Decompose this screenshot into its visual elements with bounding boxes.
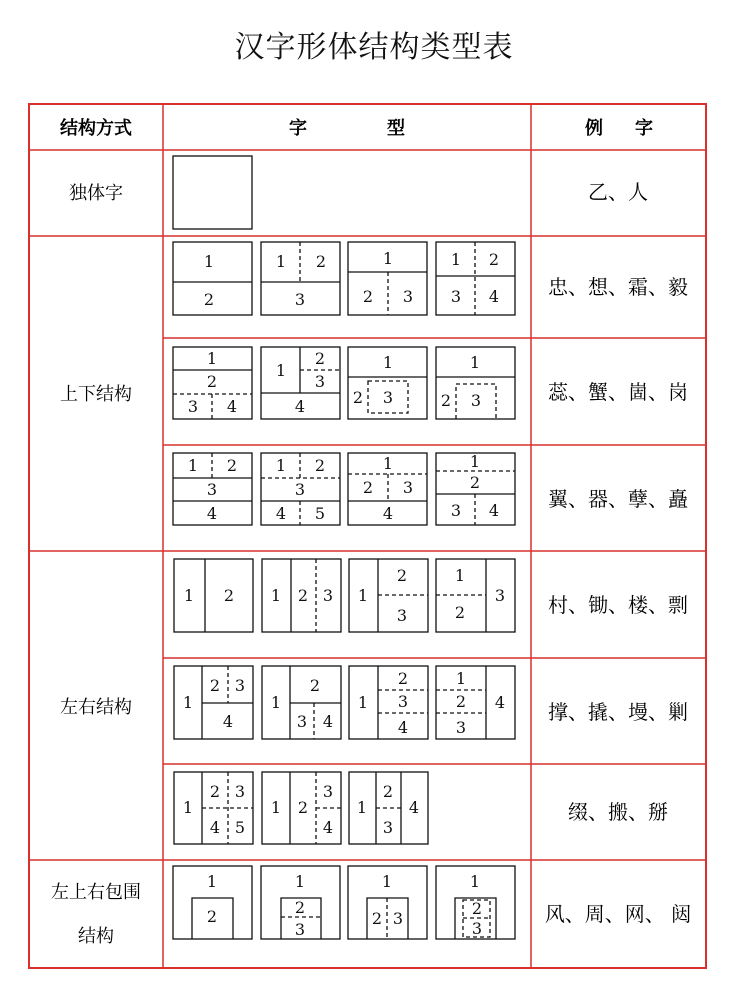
diagram-numeral: 5 [234,818,246,837]
diagram-numeral: 2 [294,898,306,917]
example-row-7: 风、周、网、 闼 [544,902,692,926]
header-shape-char2: 型 [387,118,405,139]
diagram-r1-4 [436,242,515,315]
diagram-numeral: 3 [187,397,199,416]
diagram-numeral: 2 [203,290,215,309]
diagram-numeral: 3 [314,372,326,391]
diagram-numeral: 2 [309,676,321,695]
diagram-numeral: 4 [408,798,420,817]
diagram-numeral: 2 [488,250,500,269]
header-shape-char1: 字 [289,118,307,139]
diagram-numeral: 4 [294,397,306,416]
diagram-numeral: 2 [471,899,483,918]
diagram-numeral: 2 [297,798,309,817]
category-left-right: 左右结构 [60,697,132,718]
example-row-3: 翼、器、孽、矗 [548,487,688,511]
diagram-numeral: 1 [182,693,194,712]
diagram-numeral: 4 [322,712,334,731]
diagram-numeral: 4 [322,818,334,837]
diagram-numeral: 2 [382,782,394,801]
example-row-4: 村、锄、楼、剽 [548,593,688,617]
diagram-numeral: 1 [450,250,462,269]
diagram-numeral: 1 [357,693,369,712]
diagram-numeral: 4 [209,818,221,837]
category-enclosure: 左上右包围 [51,882,141,903]
diagram-numeral: 1 [469,353,481,372]
category-enclosure-line2: 结构 [78,926,114,947]
diagram-numeral: 2 [297,586,309,605]
diagram-numeral: 1 [382,249,394,268]
diagram-numeral: 1 [182,798,194,817]
example-row-6: 缀、搬、掰 [568,800,668,824]
diagram-numeral: 3 [294,480,306,499]
diagram-single [173,156,252,229]
diagram-numeral: 3 [234,676,246,695]
diagram-numeral: 4 [382,504,394,523]
diagram-numeral: 1 [455,669,467,688]
diagram-numeral: 3 [470,391,482,410]
diagram-numeral: 2 [209,782,221,801]
diagram-numeral: 3 [455,718,467,737]
page-title: 汉字形体结构类型表 [234,30,514,65]
diagram-numeral: 3 [471,919,483,938]
diagram-numeral: 1 [294,872,306,891]
diagram-numeral: 1 [469,872,481,891]
diagram-numeral: 3 [402,478,414,497]
example-row-1: 忠、想、霜、毅 [548,275,688,299]
diagram-numeral: 1 [187,456,199,475]
diagram-numeral: 2 [440,391,452,410]
category-top-bottom: 上下结构 [60,384,132,405]
diagram-numeral: 2 [397,669,409,688]
diagram-numeral: 2 [223,586,235,605]
diagram-numeral: 1 [356,798,368,817]
category-single: 独体字 [69,183,123,204]
diagram-numeral: 3 [322,586,334,605]
diagram-numeral: 2 [362,478,374,497]
diagram-numeral: 2 [226,456,238,475]
diagram-numeral: 4 [397,718,409,737]
diagram-numeral: 1 [275,456,287,475]
diagram-numeral: 2 [206,907,218,926]
diagram-numeral: 3 [206,480,218,499]
diagram-numeral: 1 [382,353,394,372]
diagram-numeral: 2 [371,909,383,928]
diagram-numeral: 2 [362,287,374,306]
diagram-numeral: 1 [275,361,287,380]
diagram-numeral: 2 [469,473,481,492]
diagram-numeral: 3 [382,818,394,837]
diagram-numeral: 1 [454,566,466,585]
diagram-numeral: 1 [206,349,218,368]
diagram-numeral: 4 [275,504,287,523]
diagram-numeral: 2 [314,456,326,475]
diagram-numeral: 3 [450,501,462,520]
diagram-numeral: 1 [270,586,282,605]
diagram-numeral: 2 [206,372,218,391]
diagram-numeral: 5 [314,504,326,523]
diagram-numeral: 4 [222,712,234,731]
diagram-numeral: 3 [396,606,408,625]
diagram-numeral: 3 [322,782,334,801]
diagram-numeral: 2 [396,566,408,585]
header-method: 结构方式 [60,118,132,139]
diagram-numeral: 3 [494,586,506,605]
diagram-numeral: 1 [275,252,287,271]
example-row-0: 乙、人 [588,180,648,204]
diagram-numeral: 2 [352,388,364,407]
diagram-numeral: 1 [203,252,215,271]
diagram-numeral: 1 [382,454,394,473]
diagram-numeral: 1 [206,872,218,891]
diagram-numeral: 2 [454,603,466,622]
diagram-numeral: 3 [234,782,246,801]
diagram-numeral: 1 [357,586,369,605]
diagram-numeral: 1 [381,872,393,891]
diagram-numeral: 4 [494,693,506,712]
table-grid [29,104,706,968]
diagram-numeral: 4 [226,397,238,416]
diagram-numeral: 1 [270,798,282,817]
diagram-numeral: 3 [296,712,308,731]
diagram-numeral: 1 [469,452,481,471]
diagram-numeral: 1 [183,586,195,605]
diagram-numeral: 3 [382,388,394,407]
diagram-numeral: 2 [315,252,327,271]
header-example-char1: 例 [585,118,603,139]
diagram-numeral: 4 [488,287,500,306]
diagram-numeral: 4 [206,504,218,523]
diagram-numeral: 2 [209,676,221,695]
diagram-numeral: 3 [402,287,414,306]
diagram-numeral: 2 [455,692,467,711]
diagram-numeral: 3 [294,290,306,309]
header-example-char2: 字 [635,118,653,139]
example-row-5: 撑、撬、墁、剿 [548,700,688,724]
diagram-numeral: 3 [450,287,462,306]
diagram-numeral: 4 [488,501,500,520]
example-row-2: 蕊、蟹、崮、岗 [548,380,688,404]
diagram-numeral: 2 [314,349,326,368]
diagram-numeral: 1 [270,693,282,712]
diagram-numeral: 3 [294,920,306,939]
diagram-numeral: 3 [397,692,409,711]
diagram-numeral: 3 [392,909,404,928]
